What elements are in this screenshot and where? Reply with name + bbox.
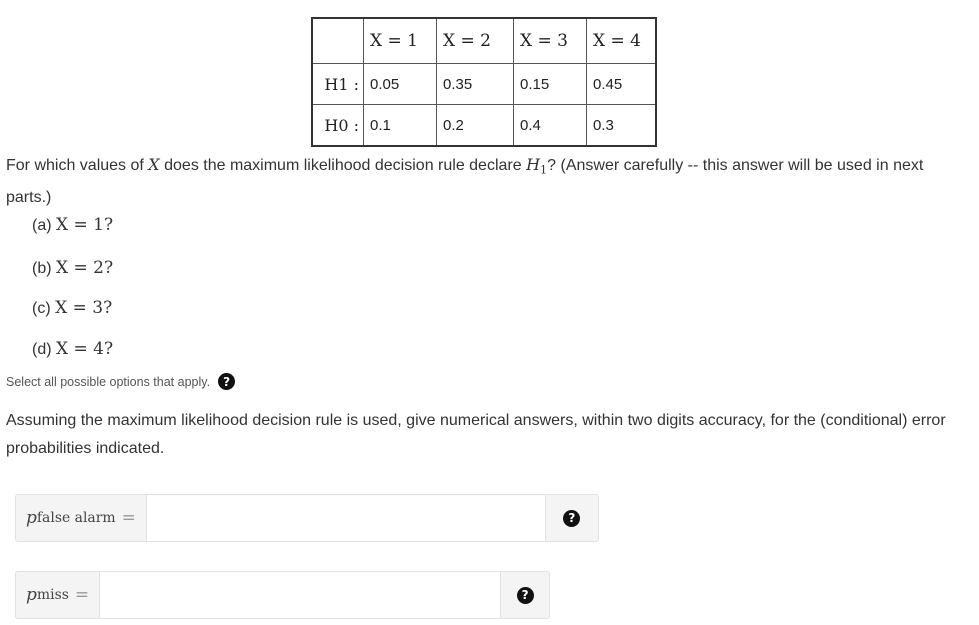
table-cell: 0.05 (364, 64, 437, 105)
question-part: ? (Answer carefully -- this answer will be used in next parts.) (6, 157, 924, 207)
table-corner-cell (312, 18, 364, 64)
miss-answer-row (15, 571, 550, 619)
table-cell: 0.2 (437, 105, 514, 147)
select-note-text: Select all possible options that apply. (6, 374, 211, 389)
table-header-cell: X = 4 (587, 18, 657, 64)
help-icon[interactable]: ? (218, 373, 235, 390)
prob-symbol: p (26, 585, 37, 605)
miss-help (501, 572, 549, 618)
row-label-h1: H1 : (312, 64, 364, 105)
table-header-cell: X = 2 (437, 18, 514, 64)
option-letter: (c) (32, 300, 51, 317)
false-alarm-answer-row (15, 494, 599, 542)
question-hypothesis: H (526, 155, 541, 174)
miss-label (16, 572, 99, 618)
select-note (6, 373, 235, 390)
table-cell: 0.15 (514, 64, 587, 105)
question-part: For which values of (6, 157, 149, 174)
question-text (6, 151, 971, 212)
option-expression: X = 4? (56, 339, 114, 359)
option-expression: X = 2? (56, 258, 114, 278)
table-header-cell: X = 1 (364, 18, 437, 64)
table-cell: 0.45 (587, 64, 657, 105)
miss-input[interactable] (99, 572, 501, 618)
option-b[interactable] (32, 258, 113, 278)
row-label-h0: H0 : (312, 105, 364, 147)
instruction-text: Assuming the maximum likelihood decision rule is used, give numerical answers, within two digits accuracy, for the (conditional) error probabilities indicated. (6, 412, 946, 457)
prob-subscript: miss (36, 587, 69, 603)
question-hypothesis-subscript: 1 (540, 163, 548, 177)
prob-subscript: false alarm (36, 510, 116, 526)
table-row-h1 (312, 64, 656, 105)
option-a[interactable] (32, 215, 113, 235)
option-letter: (d) (32, 341, 52, 358)
equals-sign: = (121, 508, 136, 528)
table-row-h0 (312, 105, 656, 147)
option-letter: (b) (32, 260, 52, 277)
false-alarm-help (546, 495, 598, 541)
equals-sign: = (74, 585, 90, 605)
table-cell: 0.1 (364, 105, 437, 147)
question-variable: X (148, 155, 160, 174)
table-cell: 0.3 (587, 105, 657, 147)
false-alarm-label (16, 495, 146, 541)
question-part: does the maximum likelihood decision rule declare (159, 157, 527, 174)
option-expression: X = 3? (55, 298, 113, 318)
table-cell: 0.4 (514, 105, 587, 147)
prob-symbol: p (26, 508, 37, 528)
table-header-row (312, 18, 656, 64)
help-icon[interactable]: ? (517, 587, 534, 604)
probability-table (311, 17, 657, 147)
option-c[interactable] (32, 298, 112, 318)
table-header-cell: X = 3 (514, 18, 587, 64)
option-expression: X = 1? (56, 215, 114, 235)
option-letter: (a) (32, 217, 52, 234)
help-icon[interactable]: ? (563, 510, 580, 527)
option-d[interactable] (32, 339, 113, 359)
false-alarm-input[interactable] (146, 495, 546, 541)
table-cell: 0.35 (437, 64, 514, 105)
